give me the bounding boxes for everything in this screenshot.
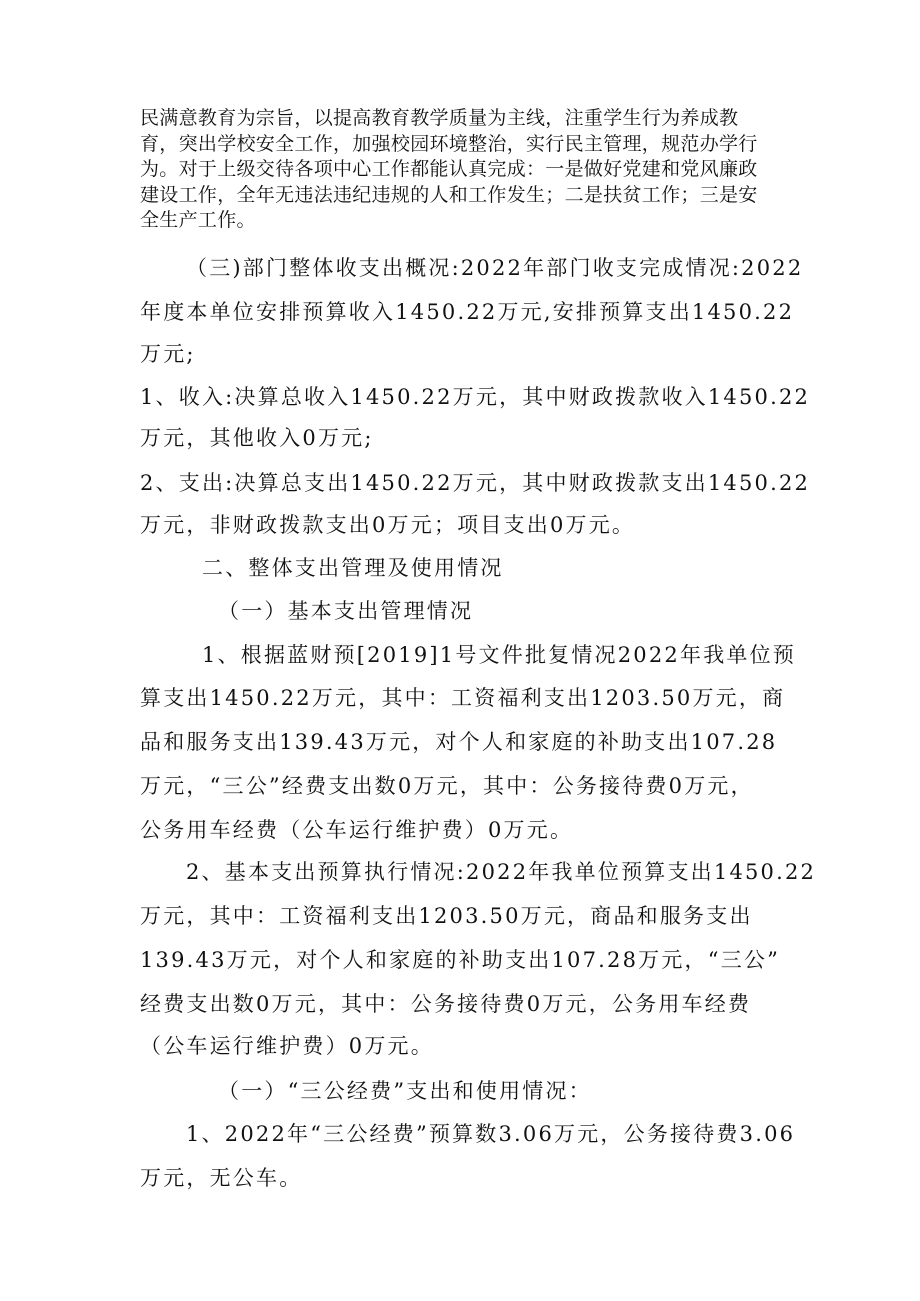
text-line: 万元; [140, 342, 196, 366]
section-heading-overview: （三)部门整体收支出概况:2022年部门收支完成情况:2022 [186, 256, 804, 280]
income-line: 1、收入:决算总收入1450.22万元，其中财政拨款收入1450.22 [140, 385, 811, 409]
text-line: 万元，“三公”经费支出数0万元，其中：公务接待费0万元， [140, 774, 754, 798]
section-heading-two: 二、整体支出管理及使用情况 [202, 556, 504, 580]
text-line: 万元，非财政拨款支出0万元；项目支出0万元。 [140, 513, 636, 537]
text-line: 民满意教育为宗旨，以提高教育教学质量为主线，注重学生行为养成教 [140, 107, 739, 129]
paragraph-start: 1、2022年“三公经费”预算数3.06万元，公务接待费3.06 [186, 1122, 796, 1146]
text-line: 年度本单位安排预算收入1450.22万元,安排预算支出1450.22 [140, 300, 795, 324]
intro-paragraph [140, 106, 800, 234]
text-line: 139.43万元，对个人和家庭的补助支出107.28万元，“三公” [140, 948, 781, 972]
text-line: 万元，其他收入0万元; [140, 426, 374, 450]
text-line: 为。对于上级交待各项中心工作都能认真完成：一是做好党建和党风廉政 [140, 158, 758, 181]
expenditure-line: 2、支出:决算总支出1450.22万元，其中财政拨款支出1450.22 [140, 471, 811, 495]
subsection-heading-basic: （一）基本支出管理情况 [218, 599, 474, 623]
text-line: 公务用车经费（公车运行维护费）0万元。 [140, 818, 574, 842]
paragraph-start: 2、基本支出预算执行情况:2022年我单位预算支出1450.22 [186, 860, 817, 884]
text-line: 品和服务支出139.43万元，对个人和家庭的补助支出107.28 [140, 730, 778, 754]
text-line: （公车运行维护费）0万元。 [140, 1034, 434, 1058]
subsection-heading-three-public: （一）“三公经费”支出和使用情况： [218, 1079, 592, 1103]
text-line: 万元，无公车。 [140, 1166, 303, 1190]
text-line: 经费支出数0万元，其中：公务接待费0万元，公务用车经费 [140, 992, 752, 1016]
text-line: 全生产工作。 [140, 209, 256, 232]
text-line: 万元，其中：工资福利支出1203.50万元，商品和服务支出 [140, 904, 753, 928]
text-line: 育，突出学校安全工作，加强校园环境整治，实行民主管理，规范办学行 [140, 132, 758, 155]
text-line: 算支出1450.22万元，其中：工资福利支出1203.50万元，商 [140, 686, 786, 710]
text-line: 建设工作，全年无违法违纪违规的人和工作发生；二是扶贫工作；三是安 [140, 183, 758, 206]
paragraph-start: 1、根据蓝财预[2019]1号文件批复情况2022年我单位预 [202, 643, 796, 667]
